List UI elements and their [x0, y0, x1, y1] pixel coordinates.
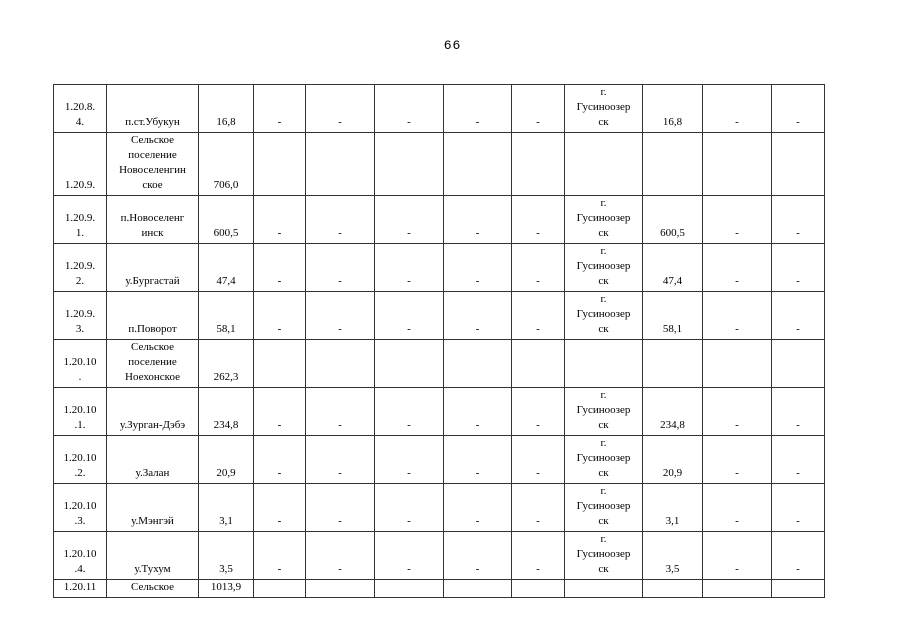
- empty-cell: -: [536, 116, 540, 128]
- empty-cell-cell: [375, 196, 444, 244]
- empty-cell-cell: [254, 244, 306, 292]
- empty-cell-cell: [703, 133, 772, 196]
- row-code-cell: [54, 244, 107, 292]
- population-value-cell: [199, 244, 254, 292]
- empty-cell-cell: [306, 196, 375, 244]
- empty-cell: -: [407, 275, 411, 287]
- served-by-city-cell: [565, 133, 643, 196]
- page-number: 66: [443, 38, 462, 53]
- empty-cell-cell: [703, 532, 772, 580]
- empty-cell-cell: [375, 580, 444, 598]
- population-value-cell: [199, 196, 254, 244]
- row-code: 1.20.10 .4.: [63, 548, 97, 575]
- empty-cell-cell: [703, 388, 772, 436]
- empty-cell-cell: [375, 484, 444, 532]
- row-code-cell: [54, 436, 107, 484]
- served-value-cell: [643, 532, 703, 580]
- empty-cell: -: [407, 467, 411, 479]
- row-code: 1.20.9. 3.: [64, 308, 96, 335]
- empty-cell-cell: [306, 133, 375, 196]
- empty-cell-cell: [254, 340, 306, 388]
- empty-cell-cell: [444, 244, 512, 292]
- row-code-cell: [54, 580, 107, 598]
- empty-cell-cell: [444, 133, 512, 196]
- table-body: [54, 85, 825, 598]
- empty-cell: -: [475, 227, 480, 239]
- served-value: 234,8: [660, 419, 685, 431]
- row-code-cell: [54, 532, 107, 580]
- empty-cell-cell: [444, 484, 512, 532]
- table-row: [54, 292, 825, 340]
- empty-cell: -: [735, 116, 739, 128]
- row-code: 1.20.8. 4.: [64, 101, 96, 128]
- empty-cell: -: [536, 323, 540, 335]
- row-code-cell: [54, 196, 107, 244]
- population-value-cell: [199, 85, 254, 133]
- empty-cell: -: [277, 419, 282, 431]
- empty-cell-cell: [306, 340, 375, 388]
- empty-cell: -: [475, 116, 480, 128]
- empty-cell-cell: [444, 532, 512, 580]
- empty-cell-cell: [512, 133, 565, 196]
- served-by-city-cell: [565, 85, 643, 133]
- served-value-cell: [643, 340, 703, 388]
- served-value-cell: [643, 244, 703, 292]
- empty-cell: -: [796, 227, 800, 239]
- empty-cell-cell: [512, 85, 565, 133]
- settlement-name-cell: [107, 133, 199, 196]
- empty-cell-cell: [772, 292, 825, 340]
- empty-cell: -: [277, 116, 282, 128]
- empty-cell: -: [277, 515, 282, 527]
- served-value: 47,4: [662, 275, 683, 287]
- settlement-name: у.Бургастай: [125, 275, 180, 287]
- table-row: [54, 133, 825, 196]
- settlement-name-cell: [107, 388, 199, 436]
- empty-cell-cell: [444, 292, 512, 340]
- table-row: [54, 580, 825, 598]
- population-value-cell: [199, 388, 254, 436]
- empty-cell-cell: [306, 85, 375, 133]
- settlement-name-cell: [107, 85, 199, 133]
- settlement-name: п.Новоселенг инск: [120, 212, 185, 239]
- table-row: [54, 436, 825, 484]
- empty-cell-cell: [375, 340, 444, 388]
- settlement-name: у.Мэнгэй: [131, 515, 174, 527]
- empty-cell: -: [536, 227, 540, 239]
- empty-cell-cell: [703, 85, 772, 133]
- population-value: 20,9: [216, 467, 236, 479]
- settlement-name: Сельское: [130, 581, 175, 593]
- empty-cell: -: [536, 563, 540, 575]
- empty-cell-cell: [772, 85, 825, 133]
- empty-cell-cell: [703, 484, 772, 532]
- served-by-city: г. Гусиноозер ск: [576, 485, 631, 527]
- empty-cell: -: [277, 275, 282, 287]
- settlement-name: Сельское поселение Новоселенгин ское: [119, 134, 186, 191]
- table-row: [54, 85, 825, 133]
- served-value-cell: [643, 133, 703, 196]
- empty-cell: -: [338, 419, 342, 431]
- empty-cell-cell: [512, 196, 565, 244]
- empty-cell: -: [536, 515, 540, 527]
- population-value-cell: [199, 484, 254, 532]
- empty-cell-cell: [703, 292, 772, 340]
- settlement-name-cell: [107, 484, 199, 532]
- empty-cell-cell: [444, 388, 512, 436]
- population-value: 47,4: [216, 275, 236, 287]
- empty-cell: -: [338, 275, 342, 287]
- empty-cell-cell: [306, 484, 375, 532]
- population-value: 3,1: [219, 515, 233, 527]
- empty-cell-cell: [444, 196, 512, 244]
- served-value-cell: [643, 580, 703, 598]
- table-row: [54, 340, 825, 388]
- served-value-cell: [643, 436, 703, 484]
- empty-cell: -: [407, 323, 411, 335]
- empty-cell-cell: [703, 580, 772, 598]
- row-code-cell: [54, 292, 107, 340]
- population-value-cell: [199, 532, 254, 580]
- settlement-name: п.ст.Убукун: [125, 116, 180, 128]
- served-by-city-cell: [565, 388, 643, 436]
- empty-cell-cell: [254, 196, 306, 244]
- empty-cell-cell: [512, 340, 565, 388]
- empty-cell-cell: [703, 340, 772, 388]
- served-value: 3,1: [665, 515, 680, 527]
- empty-cell-cell: [375, 133, 444, 196]
- empty-cell: -: [407, 563, 411, 575]
- population-value: 16,8: [216, 116, 236, 128]
- empty-cell-cell: [772, 436, 825, 484]
- row-code-cell: [54, 388, 107, 436]
- served-by-city-cell: [565, 484, 643, 532]
- empty-cell-cell: [512, 532, 565, 580]
- empty-cell-cell: [444, 340, 512, 388]
- row-code-cell: [54, 484, 107, 532]
- served-by-city-cell: [565, 244, 643, 292]
- settlement-name-cell: [107, 340, 199, 388]
- empty-cell-cell: [306, 388, 375, 436]
- served-by-city-cell: [565, 340, 643, 388]
- empty-cell: -: [277, 323, 282, 335]
- row-code: 1.20.9. 1.: [64, 212, 96, 239]
- empty-cell-cell: [772, 340, 825, 388]
- empty-cell-cell: [444, 85, 512, 133]
- empty-cell-cell: [254, 484, 306, 532]
- empty-cell-cell: [772, 484, 825, 532]
- served-by-city-cell: [565, 292, 643, 340]
- served-by-city: г. Гусиноозер ск: [576, 437, 631, 479]
- empty-cell-cell: [512, 436, 565, 484]
- settlement-name: у.Тухум: [134, 563, 171, 575]
- served-value: 20,9: [662, 467, 683, 479]
- empty-cell: -: [475, 467, 480, 479]
- served-by-city: г. Гусиноозер ск: [576, 389, 631, 431]
- population-value: 262,3: [213, 371, 239, 383]
- empty-cell: -: [735, 515, 739, 527]
- empty-cell: -: [796, 419, 800, 431]
- settlement-name-cell: [107, 196, 199, 244]
- row-code: 1.20.10 .3.: [63, 500, 97, 527]
- empty-cell-cell: [772, 388, 825, 436]
- row-code: 1.20.9. 2.: [64, 260, 96, 287]
- served-by-city: г. Гусиноозер ск: [576, 293, 631, 335]
- empty-cell-cell: [375, 436, 444, 484]
- population-value-cell: [199, 292, 254, 340]
- served-value: 600,5: [660, 227, 685, 239]
- empty-cell-cell: [306, 244, 375, 292]
- settlement-name: п.Поворот: [128, 323, 177, 335]
- served-by-city-cell: [565, 196, 643, 244]
- served-value: 58,1: [662, 323, 683, 335]
- settlement-name-cell: [107, 292, 199, 340]
- empty-cell: -: [796, 116, 800, 128]
- table-row: [54, 388, 825, 436]
- empty-cell: -: [735, 419, 739, 431]
- empty-cell: -: [536, 467, 540, 479]
- empty-cell: -: [735, 275, 739, 287]
- empty-cell: -: [407, 515, 411, 527]
- empty-cell: -: [475, 323, 480, 335]
- empty-cell: -: [475, 419, 480, 431]
- empty-cell-cell: [703, 436, 772, 484]
- empty-cell-cell: [254, 133, 306, 196]
- empty-cell: -: [475, 563, 480, 575]
- empty-cell-cell: [254, 436, 306, 484]
- empty-cell-cell: [375, 85, 444, 133]
- population-value-cell: [199, 340, 254, 388]
- empty-cell: -: [338, 563, 342, 575]
- settlement-name-cell: [107, 580, 199, 598]
- empty-cell: -: [407, 227, 411, 239]
- empty-cell-cell: [444, 436, 512, 484]
- table-row: [54, 484, 825, 532]
- served-value-cell: [643, 388, 703, 436]
- served-by-city: г. Гусиноозер ск: [576, 533, 631, 575]
- empty-cell: -: [475, 275, 480, 287]
- empty-cell-cell: [444, 580, 512, 598]
- empty-cell: -: [796, 467, 800, 479]
- row-code: 1.20.9.: [64, 179, 96, 191]
- empty-cell-cell: [375, 292, 444, 340]
- served-by-city: г. Гусиноозер ск: [576, 197, 631, 239]
- empty-cell-cell: [254, 292, 306, 340]
- empty-cell: -: [407, 419, 411, 431]
- empty-cell-cell: [772, 532, 825, 580]
- empty-cell: -: [338, 227, 342, 239]
- row-code-cell: [54, 133, 107, 196]
- served-value-cell: [643, 484, 703, 532]
- empty-cell: -: [796, 275, 800, 287]
- empty-cell: -: [407, 116, 411, 128]
- empty-cell-cell: [375, 388, 444, 436]
- empty-cell-cell: [703, 196, 772, 244]
- row-code: 1.20.10 .1.: [63, 404, 97, 431]
- table-row: [54, 532, 825, 580]
- empty-cell: -: [338, 116, 342, 128]
- served-value-cell: [643, 292, 703, 340]
- empty-cell: -: [277, 467, 282, 479]
- empty-cell: -: [796, 323, 800, 335]
- empty-cell-cell: [306, 580, 375, 598]
- empty-cell-cell: [254, 580, 306, 598]
- empty-cell-cell: [772, 580, 825, 598]
- served-by-city: г. Гусиноозер ск: [576, 86, 631, 128]
- empty-cell-cell: [512, 580, 565, 598]
- empty-cell: -: [796, 563, 800, 575]
- empty-cell: -: [536, 275, 540, 287]
- empty-cell-cell: [306, 292, 375, 340]
- empty-cell-cell: [772, 244, 825, 292]
- empty-cell: -: [277, 563, 282, 575]
- population-value: 234,8: [213, 419, 239, 431]
- row-code-cell: [54, 85, 107, 133]
- empty-cell: -: [735, 563, 739, 575]
- settlement-name-cell: [107, 244, 199, 292]
- empty-cell-cell: [772, 133, 825, 196]
- table-row: [54, 244, 825, 292]
- table-row: [54, 196, 825, 244]
- served-value: 3,5: [665, 563, 680, 575]
- empty-cell-cell: [375, 532, 444, 580]
- row-code: 1.20.11: [63, 581, 97, 593]
- empty-cell-cell: [512, 292, 565, 340]
- empty-cell: -: [475, 515, 480, 527]
- served-by-city: г. Гусиноозер ск: [576, 245, 631, 287]
- empty-cell-cell: [254, 532, 306, 580]
- served-by-city-cell: [565, 580, 643, 598]
- empty-cell: -: [338, 323, 342, 335]
- empty-cell-cell: [375, 244, 444, 292]
- empty-cell: -: [536, 419, 540, 431]
- empty-cell-cell: [306, 532, 375, 580]
- empty-cell: -: [735, 323, 739, 335]
- served-value: 16,8: [662, 116, 683, 128]
- settlement-name-cell: [107, 436, 199, 484]
- population-value-cell: [199, 580, 254, 598]
- empty-cell-cell: [512, 244, 565, 292]
- row-code-cell: [54, 340, 107, 388]
- empty-cell: -: [338, 467, 342, 479]
- served-by-city-cell: [565, 436, 643, 484]
- served-by-city-cell: [565, 532, 643, 580]
- empty-cell: -: [338, 515, 342, 527]
- settlement-name: Сельское поселение Ноехонское: [125, 341, 180, 383]
- row-code: 1.20.10 .2.: [63, 452, 97, 479]
- population-value: 3,5: [219, 563, 233, 575]
- population-value: 600,5: [213, 227, 239, 239]
- empty-cell-cell: [254, 85, 306, 133]
- population-value: 1013,9: [210, 581, 242, 593]
- population-value-cell: [199, 436, 254, 484]
- settlement-name: у.Зурган-Дэбэ: [119, 419, 186, 431]
- empty-cell: -: [735, 467, 739, 479]
- empty-cell: -: [796, 515, 800, 527]
- empty-cell: -: [277, 227, 282, 239]
- empty-cell-cell: [254, 388, 306, 436]
- population-value: 58,1: [216, 323, 236, 335]
- population-value-cell: [199, 133, 254, 196]
- empty-cell-cell: [772, 196, 825, 244]
- empty-cell-cell: [512, 484, 565, 532]
- population-value: 706,0: [213, 179, 239, 191]
- settlement-name-cell: [107, 532, 199, 580]
- empty-cell-cell: [306, 436, 375, 484]
- empty-cell-cell: [512, 388, 565, 436]
- settlement-name: у.Залан: [135, 467, 170, 479]
- settlement-table: [53, 84, 825, 598]
- empty-cell: -: [735, 227, 739, 239]
- served-value-cell: [643, 196, 703, 244]
- empty-cell-cell: [703, 244, 772, 292]
- served-value-cell: [643, 85, 703, 133]
- row-code: 1.20.10 .: [63, 356, 97, 383]
